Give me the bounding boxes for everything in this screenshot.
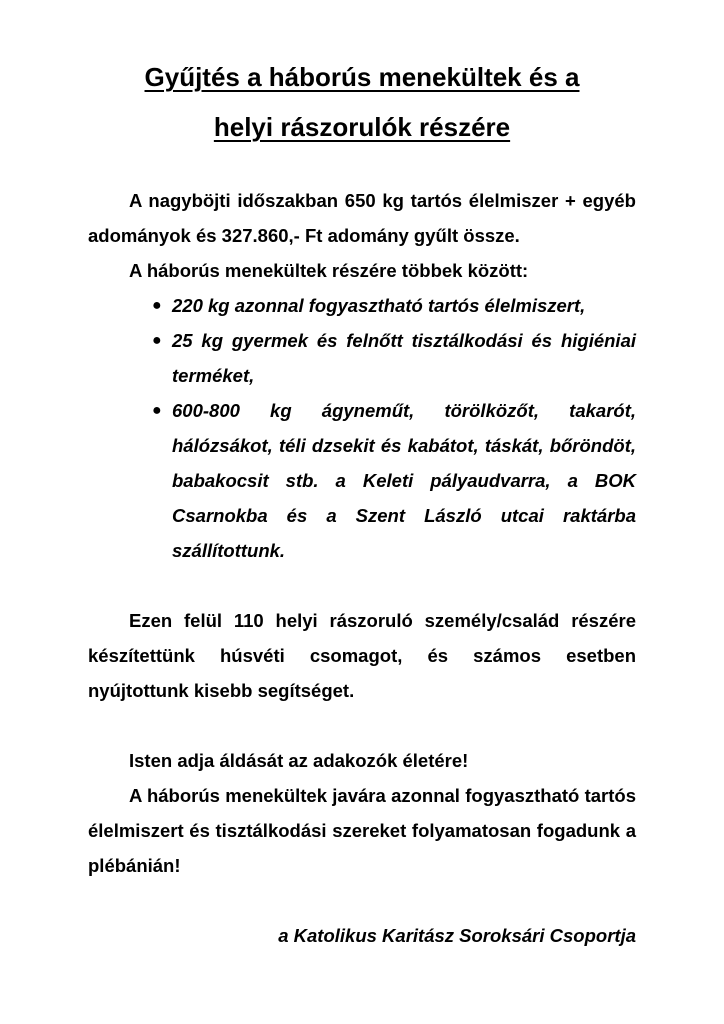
bullet-icon: ● xyxy=(152,332,162,349)
bullet-icon: ● xyxy=(152,402,162,419)
donation-call-paragraph: A háborús menekültek javára azonnal fogyasztható tartós élelmiszert és tisztálkodási szereket folyamatosan fogadunk a plébánián! xyxy=(88,785,636,876)
blessing-line: Isten adja áldását az adakozók életére! xyxy=(129,750,469,771)
refugees-intro: A háborús menekültek részére többek között: xyxy=(129,260,529,281)
page-title xyxy=(88,52,636,152)
title-line-1: Gyűjtés a háborús menekültek és a xyxy=(144,62,580,92)
list-item xyxy=(152,323,636,393)
notice-page xyxy=(88,52,636,972)
bullet-icon: ● xyxy=(152,297,162,314)
donation-list xyxy=(88,288,636,568)
list-item-text: 220 kg azonnal fogyasztható tartós élelmiszert, xyxy=(172,295,586,316)
signature: a Katolikus Karitász Soroksári Csoportja xyxy=(278,925,636,946)
list-item xyxy=(152,288,636,323)
intro-paragraph: A nagyböjti időszakban 650 kg tartós élelmiszer + egyéb adományok és 327.860,- Ft adomány gyűlt össze. xyxy=(88,190,636,246)
list-item-text: 600-800 kg ágyneműt, törölközőt, takarót, hálózsákot, téli dzsekit és kabátot, táskát, bőröndöt, babakocsit stb. a Keleti pályaudvarra, a BOK Csarnokba és a Szent László utcai raktárba szállítottunk. xyxy=(172,400,636,561)
list-item xyxy=(152,393,636,568)
list-item-text: 25 kg gyermek és felnőtt tisztálkodási és higiéniai terméket, xyxy=(172,330,636,386)
local-help-paragraph: Ezen felül 110 helyi rászoruló személy/család részére készítettünk húsvéti csomagot, és számos esetben nyújtottunk kisebb segítséget. xyxy=(88,610,636,701)
title-line-2: helyi rászorulók részére xyxy=(213,112,511,142)
